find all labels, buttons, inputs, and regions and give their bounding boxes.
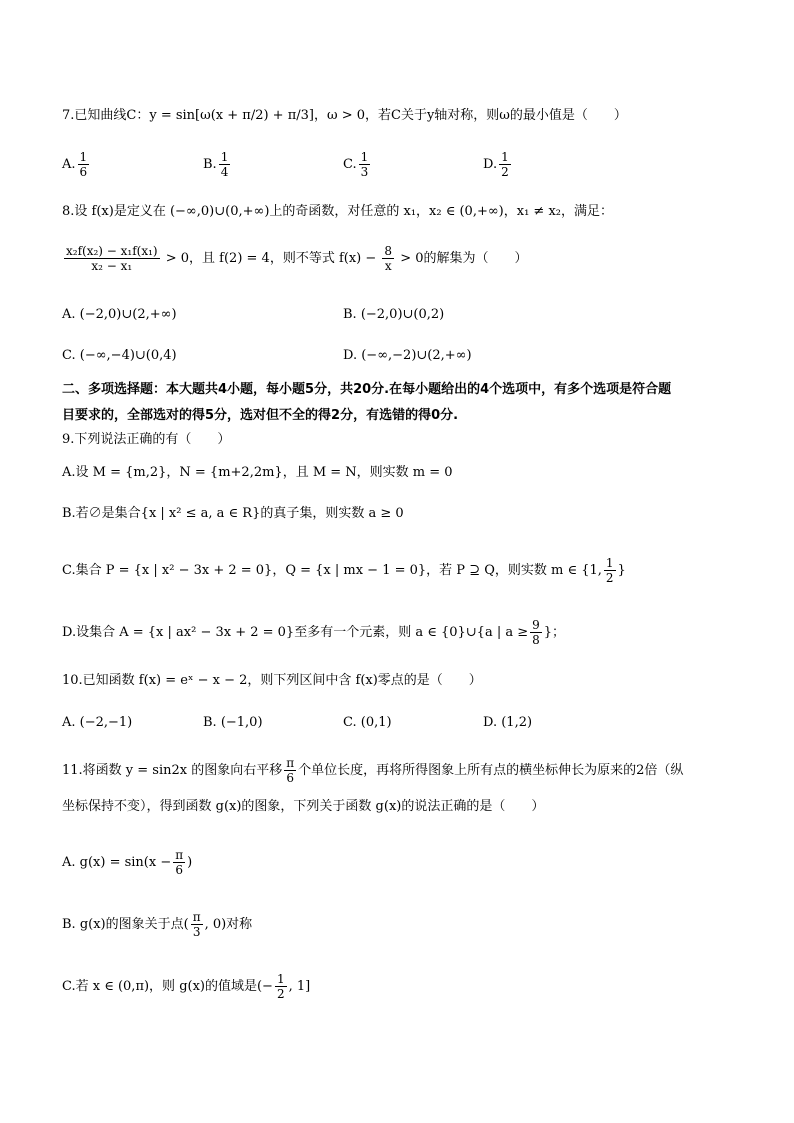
q11-stem-line2: 坐标保持不变），得到函数 g(x)的图象，下列关于函数 g(x)的说法正确的是（ ） bbox=[62, 799, 545, 814]
q9-stem: 9.下列说法正确的有（ ） bbox=[62, 432, 231, 447]
q9-option-d bbox=[62, 618, 565, 647]
q7-stem: 7.已知曲线C：y = sin[ω(x + π/2) + π/3]，ω > 0，若C关于y轴对称，则ω的最小值是（ ） bbox=[62, 108, 627, 123]
q8-stem-line1: 8.设 f(x)是定义在 (−∞,0)∪(0,+∞)上的奇函数，对任意的 x₁，x₂ ∈ (0,+∞)，x₁ ≠ x₂，满足： bbox=[62, 204, 614, 219]
q11-option-c-text: C.若 x ∈ (0,π)，则 g(x)的值域是(− bbox=[62, 979, 273, 994]
q11-option-b-close: , 0)对称 bbox=[204, 917, 253, 932]
q8-stem-text-b: > 0的解集为（ ） bbox=[400, 251, 528, 266]
q7-option-b-fraction: $\frac{1}{4}$ bbox=[220, 150, 229, 179]
q11-shift-fraction: $\frac{\pi}{6}$ bbox=[286, 756, 295, 785]
q10-option-c: C. (0,1) bbox=[343, 715, 392, 730]
q8-condition-fraction: $\frac{\text{x₂f(x₂) − x₁f(x₁)}}{\text{x₂ − x₁}}$ bbox=[66, 244, 158, 273]
q8-option-a: A. (−2,0)∪(2,+∞) bbox=[62, 307, 177, 322]
q11-stem-text-a: 11.将函数 y = sin2x 的图象向右平移 bbox=[62, 763, 283, 778]
q11-stem-line1 bbox=[62, 756, 683, 785]
q7-option-b-label: B. bbox=[203, 157, 217, 172]
q8-option-c: C. (−∞,−4)∪(0,4) bbox=[62, 348, 177, 363]
q9-option-c-close: } bbox=[617, 563, 626, 578]
q9-option-d-text: D.设集合 A = {x | ax² − 3x + 2 = 0}至多有一个元素，则 a ∈ {0}∪{a | a ≥ bbox=[62, 625, 529, 640]
q9-option-c bbox=[62, 556, 626, 585]
q9-option-d-fraction: $\frac{9}{8}$ bbox=[532, 618, 540, 647]
q11-option-b-text: B. g(x)的图象关于点( bbox=[62, 917, 189, 932]
q7-option-d bbox=[483, 150, 513, 179]
q11-option-c-close: , 1] bbox=[288, 979, 311, 994]
q7-option-c-fraction: $\frac{1}{3}$ bbox=[360, 150, 369, 179]
q11-option-b-fraction: $\frac{\pi}{3}$ bbox=[192, 910, 201, 939]
q9-option-d-close: }； bbox=[543, 625, 566, 640]
q11-option-a-fraction: $\frac{\pi}{6}$ bbox=[175, 848, 184, 877]
q9-option-b: B.若∅是集合{x | x² ≤ a, a ∈ R}的真子集，则实数 a ≥ 0 bbox=[62, 506, 404, 521]
q9-option-a: A.设 M = {m,2}，N = {m+2,2m}，且 M = N，则实数 m = 0 bbox=[62, 465, 453, 480]
q10-option-a: A. (−2,−1) bbox=[62, 715, 133, 730]
q9-option-c-fraction: $\frac{1}{2}$ bbox=[605, 556, 614, 585]
q7-option-b bbox=[203, 150, 232, 179]
q7-option-c-label: C. bbox=[343, 157, 357, 172]
section2-heading-line2: 目要求的，全部选对的得5分，选对但不全的得2分，有选错的得0分. bbox=[62, 408, 459, 423]
q8-stem-line2 bbox=[62, 244, 528, 273]
q7-option-a bbox=[62, 150, 91, 179]
q8-stem-text-a: > 0，且 f(2) = 4，则不等式 f(x) − bbox=[165, 251, 377, 266]
q11-option-c-fraction: $\frac{1}{2}$ bbox=[276, 972, 285, 1001]
q11-option-a-text: A. g(x) = sin(x − bbox=[62, 855, 172, 870]
q11-stem-text-b: 个单位长度，再将所得图象上所有点的横坐标伸长为原来的2倍（纵 bbox=[298, 763, 684, 778]
q7-option-d-fraction: $\frac{1}{2}$ bbox=[501, 150, 509, 179]
q7-option-a-label: A. bbox=[62, 157, 76, 172]
section2-heading-line1: 二、多项选择题：本大题共4小题，每小题5分，共20分.在每小题给出的4个选项中，有多个选项是符合题 bbox=[62, 382, 672, 397]
q8-option-d: D. (−∞,−2)∪(2,+∞) bbox=[343, 348, 472, 363]
q7-option-a-fraction: $\frac{1}{6}$ bbox=[79, 150, 88, 179]
q8-option-b: B. (−2,0)∪(0,2) bbox=[343, 307, 445, 322]
q7-option-d-label: D. bbox=[483, 157, 498, 172]
q9-option-c-text: C.集合 P = {x | x² − 3x + 2 = 0}，Q = {x | mx − 1 = 0}，若 P ⊇ Q，则实数 m ∈ {1, bbox=[62, 563, 602, 578]
q11-option-c bbox=[62, 972, 310, 1001]
q8-inequality-fraction: $\frac{8}{x}$ bbox=[384, 244, 393, 273]
q11-option-b bbox=[62, 910, 252, 939]
q10-option-b: B. (−1,0) bbox=[203, 715, 263, 730]
q10-option-d: D. (1,2) bbox=[483, 715, 533, 730]
q11-option-a-close: ) bbox=[187, 855, 193, 870]
q10-stem: 10.已知函数 f(x) = eˣ − x − 2，则下列区间中含 f(x)零点的是（ ） bbox=[62, 673, 482, 688]
q7-option-c bbox=[343, 150, 372, 179]
q11-option-a bbox=[62, 848, 192, 877]
